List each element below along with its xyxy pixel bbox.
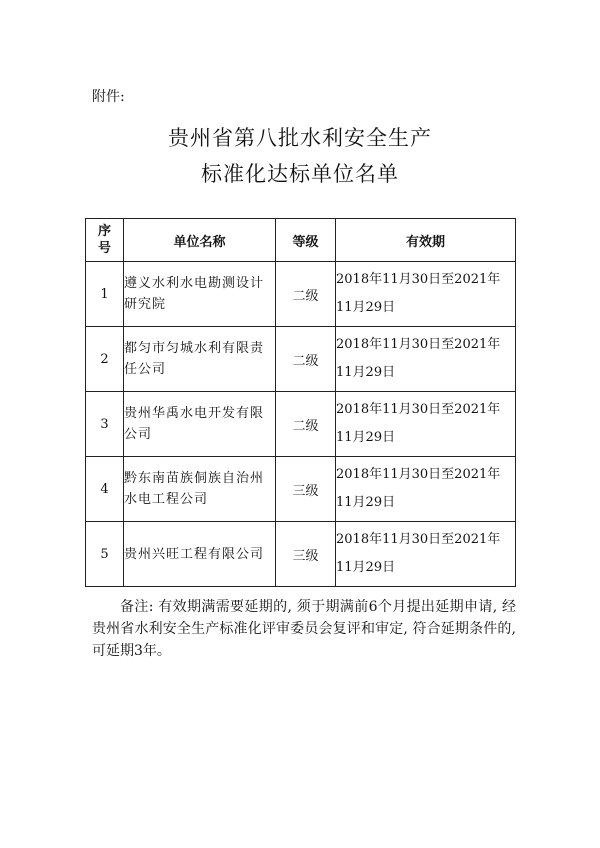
row-unit-name: 贵州兴旺工程有限公司 — [124, 522, 276, 587]
row-period-line-2: 11月29日 — [336, 495, 396, 510]
row-index: 5 — [86, 522, 124, 587]
row-unit-name: 都匀市匀城水利有限责任公司 — [124, 327, 276, 392]
row-period-line-1: 2018年11月30日至2021年 — [336, 402, 501, 417]
row-index: 2 — [86, 327, 124, 392]
row-validity-period — [336, 457, 516, 522]
row-period-line-1: 2018年11月30日至2021年 — [336, 272, 501, 287]
header-unit-name: 单位名称 — [124, 219, 276, 262]
attachment-label: 附件: — [92, 89, 125, 105]
row-grade: 二级 — [276, 262, 336, 327]
page-title-line-1: 贵州省第八批水利安全生产 — [168, 126, 432, 150]
row-period-line-1: 2018年11月30日至2021年 — [336, 532, 501, 547]
row-grade: 三级 — [276, 457, 336, 522]
header-index — [86, 219, 124, 262]
row-grade: 三级 — [276, 522, 336, 587]
row-index: 3 — [86, 392, 124, 457]
table-row — [86, 457, 516, 522]
row-unit-name: 遵义水利水电勘测设计研究院 — [124, 262, 276, 327]
row-grade: 二级 — [276, 392, 336, 457]
row-validity-period — [336, 522, 516, 587]
row-grade: 二级 — [276, 327, 336, 392]
header-index-bottom: 号 — [97, 241, 111, 256]
row-index: 4 — [86, 457, 124, 522]
row-unit-name: 贵州华禹水电开发有限公司 — [124, 392, 276, 457]
row-unit-name: 黔东南苗族侗族自治州水电工程公司 — [124, 457, 276, 522]
table-row — [86, 262, 516, 327]
table-row — [86, 522, 516, 587]
header-validity-period: 有效期 — [336, 219, 516, 262]
header-grade: 等级 — [276, 219, 336, 262]
row-period-line-1: 2018年11月30日至2021年 — [336, 467, 501, 482]
row-period-line-2: 11月29日 — [336, 560, 396, 575]
page-title-line-2: 标准化达标单位名单 — [201, 162, 399, 186]
table-row — [86, 327, 516, 392]
header-index-top: 序 — [97, 224, 111, 239]
row-index: 1 — [86, 262, 124, 327]
table-header-row — [86, 219, 516, 262]
remarks-paragraph: 备注: 有效期满需要延期的, 须于期满前6个月提出延期申请, 经贵州省水利安全生产标准化评审委员会复评和审定, 符合延期条件的, 可延期3年。 — [92, 599, 516, 659]
row-validity-period — [336, 327, 516, 392]
row-validity-period — [336, 262, 516, 327]
unit-list-table — [85, 218, 516, 587]
row-period-line-1: 2018年11月30日至2021年 — [336, 337, 501, 352]
row-period-line-2: 11月29日 — [336, 300, 396, 315]
row-validity-period — [336, 392, 516, 457]
row-period-line-2: 11月29日 — [336, 430, 396, 445]
table-row — [86, 392, 516, 457]
row-period-line-2: 11月29日 — [336, 365, 396, 380]
